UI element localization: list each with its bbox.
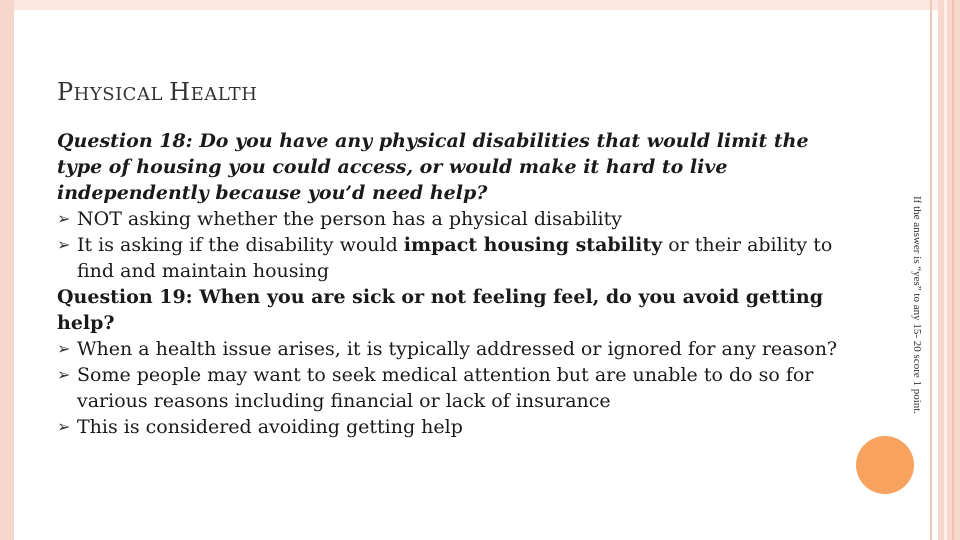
bullet-text: This is considered avoiding getting help (77, 416, 463, 438)
question-19: Question 19: When you are sick or not feeling feel, do you avoid getting help? (57, 286, 823, 334)
title-cap-2: H (169, 78, 191, 106)
arrow-bullet-icon: ➢ (57, 365, 71, 384)
slide-body (57, 128, 857, 440)
bullet-item (57, 336, 857, 362)
left-border (0, 0, 14, 540)
right-border-highlight (944, 0, 947, 540)
bullet-text-post: or their ability to find and maintain housing (77, 234, 833, 282)
question-18: Question 18: Do you have any physical disabilities that would limit the type of housing you could access, or would make it hard to live independently because you’d need help? (57, 130, 809, 204)
top-border (0, 0, 960, 10)
title-cap-1: P (57, 78, 74, 106)
bullet-item (57, 414, 857, 440)
right-border-band (938, 0, 960, 540)
bullet-text-emphasis: impact housing stability (403, 234, 663, 256)
arrow-bullet-icon: ➢ (57, 235, 71, 254)
bullet-text: Some people may want to seek medical attention but are unable to do so for various reasons including financial or lack of insurance (77, 364, 814, 412)
slide-title (57, 78, 257, 106)
bullet-item (57, 232, 857, 284)
right-border-stripe (930, 0, 932, 540)
bullet-text-pre: It is asking if the disability would (77, 234, 404, 256)
arrow-bullet-icon: ➢ (57, 417, 71, 436)
arrow-bullet-icon: ➢ (57, 209, 71, 228)
arrow-bullet-icon: ➢ (57, 339, 71, 358)
right-border-line (952, 0, 954, 540)
bullet-item (57, 206, 857, 232)
title-rest-2: EALTH (190, 84, 258, 105)
title-rest-1: HYSICAL (73, 84, 170, 105)
bullet-item (57, 362, 857, 414)
bullet-text: NOT asking whether the person has a physical disability (77, 208, 622, 230)
side-note: If the answer is “yes” to any 15- 20 score 1 point. (911, 196, 923, 415)
bullet-text: When a health issue arises, it is typically addressed or ignored for any reason? (77, 338, 838, 360)
accent-circle (856, 436, 914, 494)
